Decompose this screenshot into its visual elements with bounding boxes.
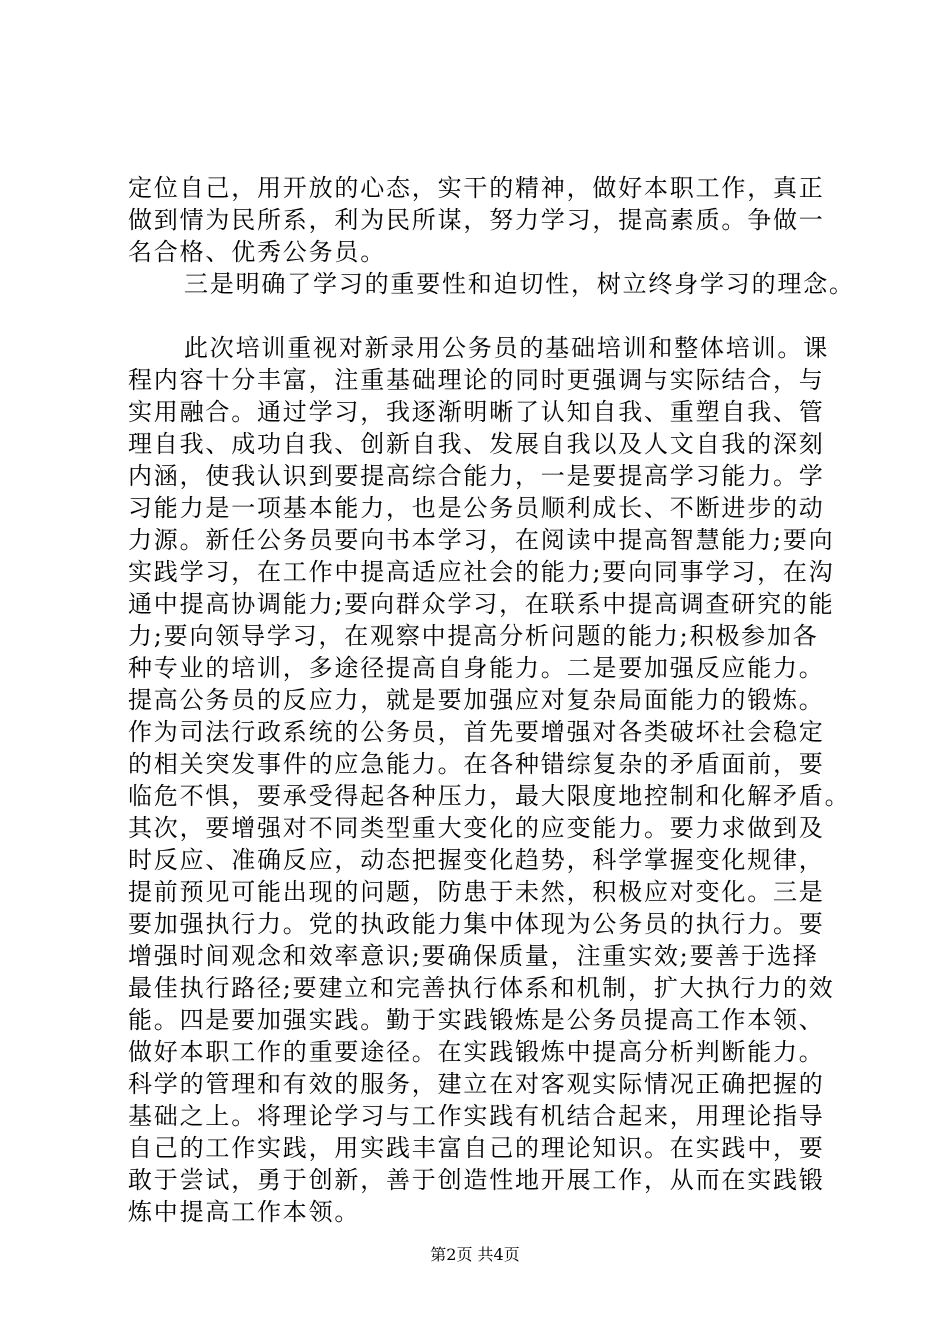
text-line: 理自我、成功自我、创新自我、发展自我以及人文自我的深刻: [128, 430, 825, 458]
text-line: 名合格、优秀公务员。: [128, 238, 386, 266]
text-line: 通中提高协调能力;要向群众学习，在联系中提高调查研究的能: [128, 590, 835, 618]
text-line: 程内容十分丰富，注重基础理论的同时更强调与实际结合，与: [128, 366, 825, 394]
text-line: 习能力是一项基本能力，也是公务员顺利成长、不断进步的动: [128, 494, 825, 522]
paragraph-2: [128, 268, 855, 300]
page-number: 第2页 共4页: [430, 1245, 520, 1264]
paragraph-3: [128, 332, 851, 1228]
paragraph-gap: [128, 300, 843, 332]
text-line: 要加强执行力。党的执政能力集中体现为公务员的执行力。要: [128, 910, 825, 938]
text-line: 种专业的培训，多途径提高自身能力。二是要加强反应能力。: [128, 654, 825, 682]
text-line: 能。四是要加强实践。勤于实践锻炼是公务员提高工作本领、: [128, 1006, 825, 1034]
text-line: 内涵，使我认识到要提高综合能力，一是要提高学习能力。学: [128, 462, 825, 490]
text-line: 作为司法行政系统的公务员，首先要增强对各类破坏社会稳定: [128, 718, 825, 746]
text-line: 力源。新任公务员要向书本学习，在阅读中提高智慧能力;要向: [128, 526, 835, 554]
text-line: 其次，要增强对不同类型重大变化的应变能力。要力求做到及: [128, 814, 825, 842]
text-line: 三是明确了学习的重要性和迫切性，树立终身学习的理念。: [184, 270, 855, 298]
text-line: 实践学习，在工作中提高适应社会的能力;要向同事学习，在沟: [128, 558, 835, 586]
text-line: 的相关突发事件的应急能力。在各种错综复杂的矛盾面前，要: [128, 750, 825, 778]
page-footer: [0, 1245, 950, 1265]
text-line: 提高公务员的反应力，就是要加强应对复杂局面能力的锻炼。: [128, 686, 825, 714]
text-line: 做到情为民所系，利为民所谋，努力学习，提高素质。争做一: [128, 206, 825, 234]
text-line: 基础之上。将理论学习与工作实践有机结合起来，用理论指导: [128, 1102, 825, 1130]
text-line: 科学的管理和有效的服务，建立在对客观实际情况正确把握的: [128, 1070, 825, 1098]
text-line: 最佳执行路径;要建立和完善执行体系和机制，扩大执行力的效: [128, 974, 835, 1002]
text-line: 实用融合。通过学习，我逐渐明晰了认知自我、重塑自我、管: [128, 398, 825, 426]
document-body: [128, 172, 855, 1228]
text-line: 提前预见可能出现的问题，防患于未然，积极应对变化。三是: [128, 878, 825, 906]
text-line: 增强时间观念和效率意识;要确保质量，注重实效;要善于选择: [128, 942, 819, 970]
text-line: 力;要向领导学习，在观察中提高分析问题的能力;积极参加各: [128, 622, 819, 650]
paragraph-1: [128, 172, 843, 268]
text-line: 炼中提高工作本领。: [128, 1198, 361, 1226]
text-line: 做好本职工作的重要途径。在实践锻炼中提高分析判断能力。: [128, 1038, 825, 1066]
text-line: 自己的工作实践，用实践丰富自己的理论知识。在实践中，要: [128, 1134, 825, 1162]
text-line: 时反应、准确反应，动态把握变化趋势，科学掌握变化规律，: [128, 846, 825, 874]
text-line: 此次培训重视对新录用公务员的基础培训和整体培训。课: [184, 334, 829, 362]
text-line: 敢于尝试，勇于创新，善于创造性地开展工作，从而在实践锻: [128, 1166, 825, 1194]
text-line: 临危不惧，要承受得起各种压力，最大限度地控制和化解矛盾。: [128, 782, 851, 810]
text-line: 定位自己，用开放的心态，实干的精神，做好本职工作，真正: [128, 174, 825, 202]
